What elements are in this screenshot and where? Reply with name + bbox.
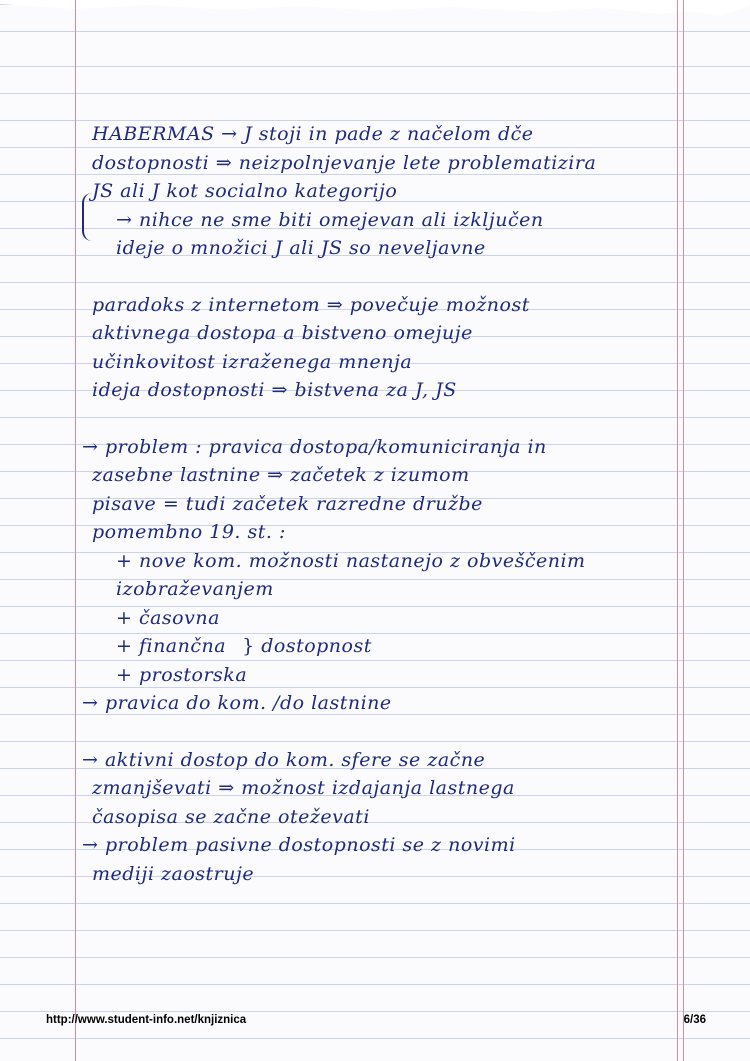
note-line: ideje o množici J ali JS so neveljavne [116, 237, 486, 259]
note-line: → pravica do kom. /do lastnine [82, 692, 392, 714]
footer-url: http://www.student-info.net/knjiznica [46, 1014, 247, 1026]
page-footer [46, 1014, 706, 1026]
torn-edge [0, 0, 750, 20]
note-line: mediji zaostruje [92, 862, 255, 885]
note-line: + nove kom. možnosti nastanejo z obveščenim [116, 549, 586, 572]
note-line: paradoks z internetom ⇒ povečuje možnost [92, 293, 530, 316]
note-line: zmanjševati ⇒ možnost izdajanja lastnega [92, 777, 515, 799]
note-line: učinkovitost izraženega mnenja [92, 350, 413, 373]
note-line: → nihce ne sme biti omejevan ali izključen [116, 208, 544, 231]
left-margin-line [75, 0, 76, 1061]
bracket-mark [82, 193, 94, 241]
note-line: → aktivni dostop do kom. sfere se začne [82, 748, 486, 771]
note-line: JS ali J kot socialno kategorijo [92, 180, 398, 202]
note-line: HABERMAS → J stoji in pade z načelom dče [92, 123, 534, 145]
note-line: aktivnega dostopa a bistveno omejuje [92, 322, 473, 344]
bracketed-group [82, 149, 722, 235]
note-line: pisave = tudi začetek razredne družbe [92, 492, 483, 515]
curly-group [82, 604, 722, 690]
note-line: ideja dostopnosti ⇒ bistvena za J, JS [92, 379, 457, 401]
note-line: časopisa se začne oteževati [92, 805, 370, 828]
note-line: → problem : pravica dostopa/komuniciranja in [82, 435, 547, 458]
note-line: + finančna } dostopnost [116, 635, 372, 657]
note-line: → problem pasivne dostopnosti se z novimi [82, 834, 516, 856]
note-line: + prostorska [116, 663, 248, 686]
note-line: pomembno 19. st. : [92, 521, 286, 543]
page-number: 6/36 [683, 1014, 706, 1026]
handwritten-notes [82, 120, 722, 888]
note-line: + časovna [116, 606, 220, 629]
note-line: dostopnosti ⇒ neizpolnjevanje lete problematizira [92, 151, 597, 174]
note-line: izobraževanjem [116, 578, 274, 600]
note-line: zasebne lastnine ⇒ začetek z izumom [92, 464, 470, 486]
brace-label: dostopnost [261, 635, 372, 657]
